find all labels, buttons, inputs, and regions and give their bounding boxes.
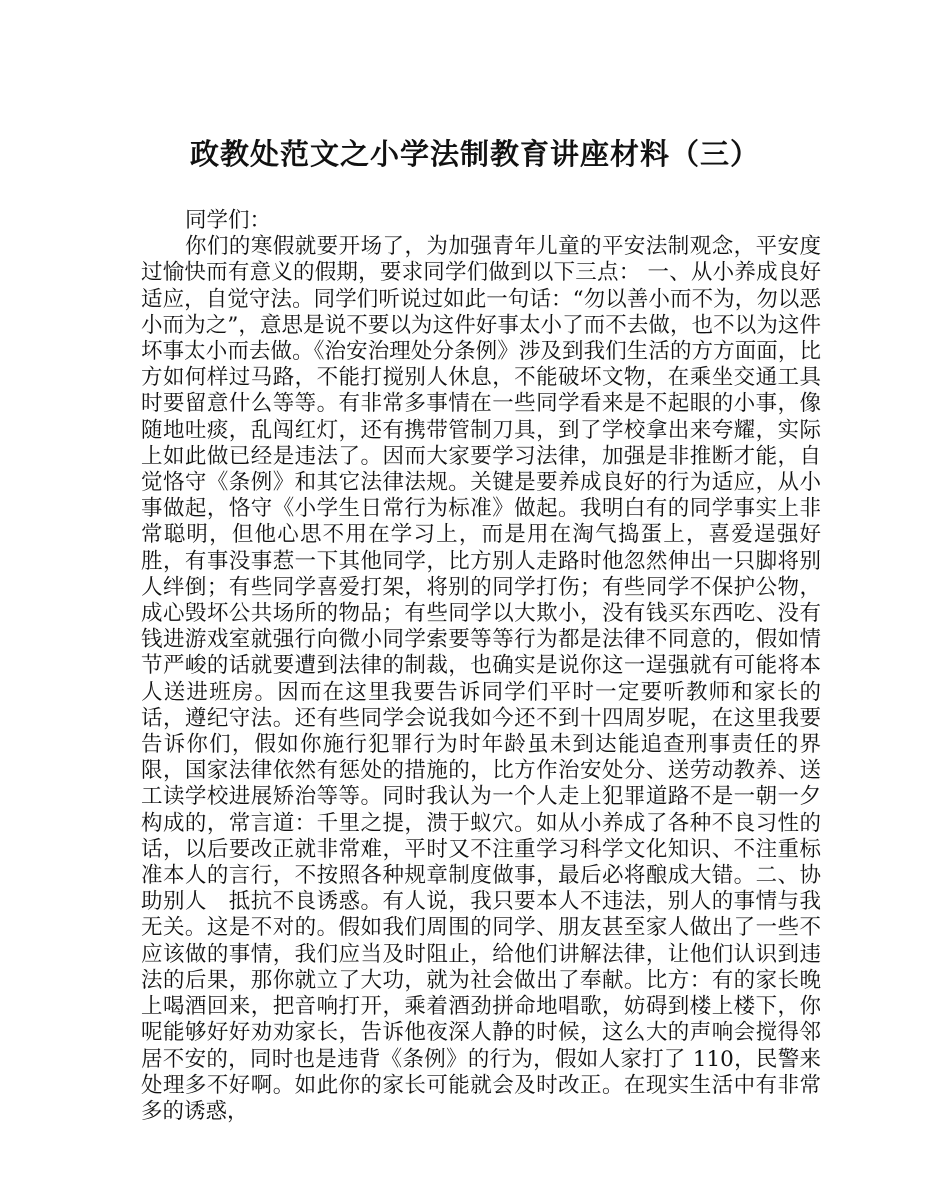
document-body — [141, 208, 821, 1125]
document-title: 政教处范文之小学法制教育讲座材料（三） — [189, 137, 760, 171]
body-paragraph: 你们的寒假就要开场了，为加强青年儿童的平安法制观念，平安度过愉快而有意义的假期，要求同学们做到以下三点： 一、从小养成良好适应，自觉守法。同学们听说过如此一句话：“勿以善小而不为，勿以恶小而为之”，意思是说不要以为这件好事太小了而不去做，也不以为这件坏事太小而去做。《治安治理处分条例》涉及到我们生活的方方面面，比方如何样过马路，不能打搅别人休息，不能破坏文物，在乘坐交通工具时要留意什么等等。有非常多事情在一些同学看来是不起眼的小事，像随地吐痰，乱闯红灯，还有携带管制刀具，到了学校拿出来夸耀，实际上如此做已经是违法了。因而大家要学习法律，加强是非推断才能，自觉恪守《条例》和其它法律法规。关键是要养成良好的行为适应，从小事做起，恪守《小学生日常行为标准》做起。我明白有的同学事实上非常聪明，但他心思不用在学习上，而是用在淘气捣蛋上，喜爱逞强好胜，有事没事惹一下其他同学，比方别人走路时他忽然伸出一只脚将别人绊倒；有些同学喜爱打架，将别的同学打伤；有些同学不保护公物，成心毁坏公共场所的物品；有些同学以大欺小，没有钱买东西吃、没有钱进游戏室就强行向微小同学索要等等行为都是法律不同意的，假如情节严峻的话就要遭到法律的制裁，也确实是说你这一逞强就有可能将本人送进班房。因而在这里我要告诉同学们平时一定要听教师和家长的话，遵纪守法。还有些同学会说我如今还不到十四周岁呢，在这里我要告诉你们，假如你施行犯罪行为时年龄虽未到达能追查刑事责任的界限，国家法律依然有惩处的措施的，比方作治安处分、送劳动教养、送工读学校进展矫治等等。同时我认为一个人走上犯罪道路不是一朝一夕构成的，常言道：千里之提，溃于蚁穴。如从小养成了各种不良习性的话，以后要改正就非常难，平时又不注重学习科学文化知识、不注重标准本人的言行，不按照各种规章制度做事，最后必将酿成大错。二、协助别人 抵抗不良诱惑。有人说，我只要本人不违法，别人的事情与我无关。这是不对的。假如我们周围的同学、朋友甚至家人做出了一些不应该做的事情，我们应当及时阻止，给他们讲解法律，让他们认识到违法的后果，那你就立了大功，就为社会做出了奉献。比方：有的家长晚上喝酒回来，把音响打开，乘着酒劲拼命地唱歌，妨碍到楼上楼下，你呢能够好好劝劝家长，告诉他夜深人静的时候，这么大的声响会搅得邻居不安的，同时也是违背《条例》的行为，假如人家打了 110，民警来处理多不好啊。如此你的家长可能就会及时改正。在现实生活中有非常多的诱惑， — [141, 234, 821, 1124]
salutation: 同学们： — [185, 208, 272, 233]
